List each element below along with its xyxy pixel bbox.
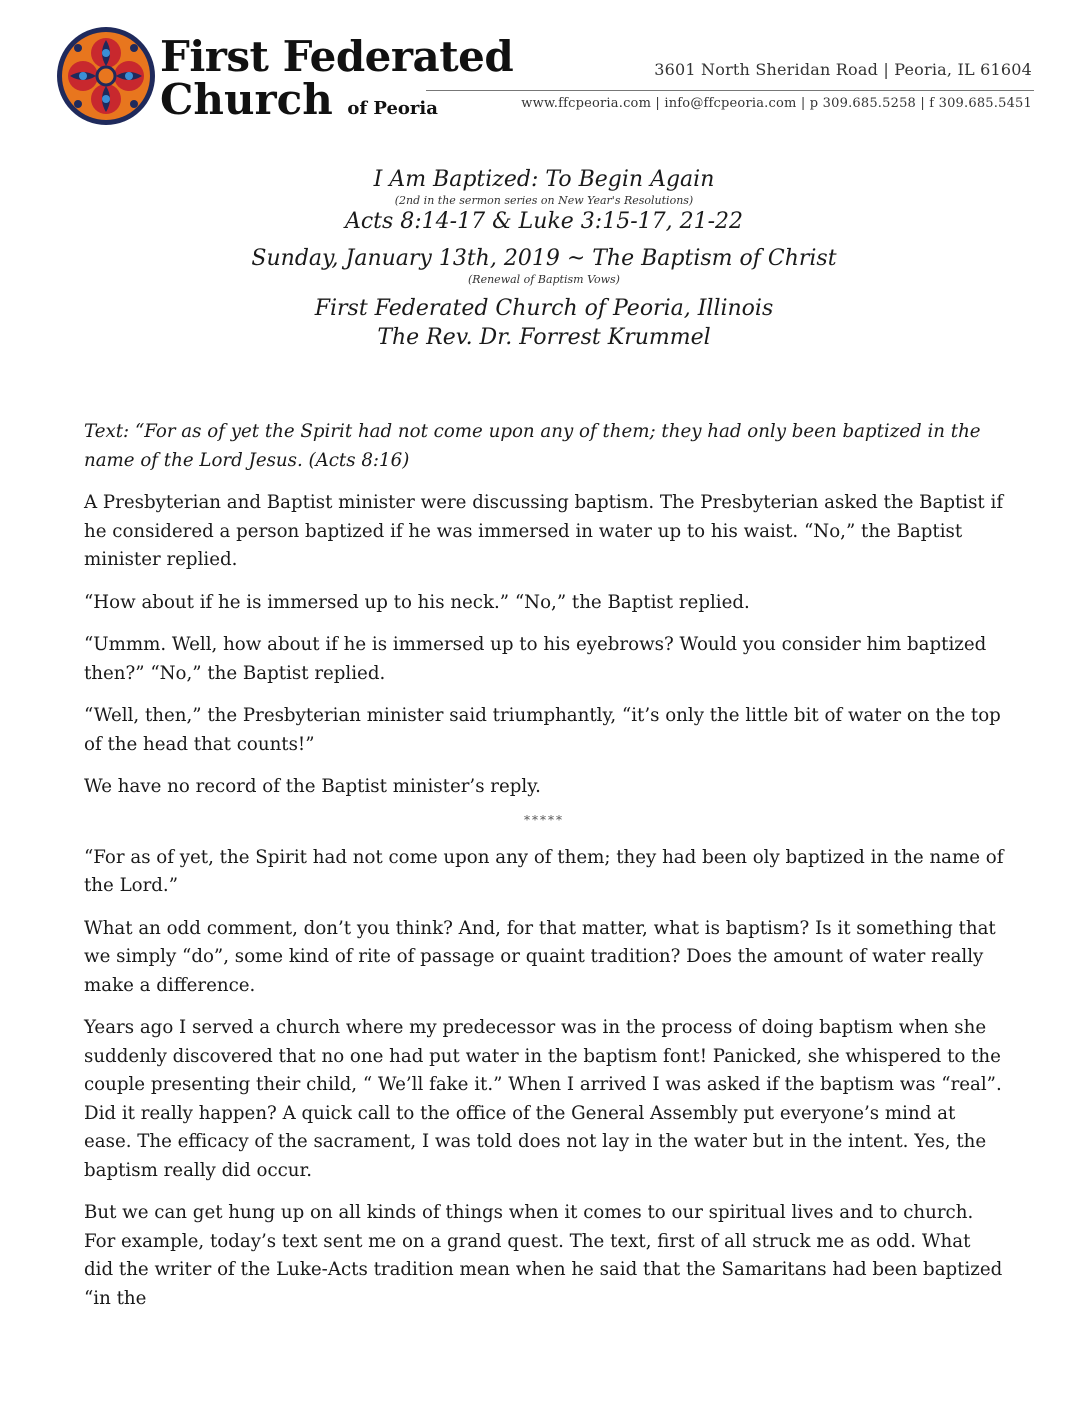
letterhead-rule <box>426 90 1034 91</box>
church-name <box>160 32 514 129</box>
text-intro: Text: “For as of yet the Spirit had not come upon any of them; they had only been baptized in the name of the Lord Jesus. (Acts 8:16) <box>84 421 981 471</box>
church-address: 3601 North Sheridan Road | Peoria, IL 61604 <box>654 60 1032 79</box>
paragraph: A Presbyterian and Baptist minister were discussing baptism. The Presbyterian asked the Baptist if he considered a person baptized if he was immersed in water up to his waist. “No,” the Baptist minister replied. <box>84 492 1004 570</box>
church-name-line2 <box>160 75 513 129</box>
church-name-line1: First Federated <box>160 32 514 81</box>
church-logo <box>56 26 156 126</box>
paragraph: “How about if he is immersed up to his neck.” “No,” the Baptist replied. <box>84 591 750 613</box>
renewal-note: (Renewal of Baptism Vows) <box>468 273 620 286</box>
sermon-date: Sunday, January 13th, 2019 ~ The Baptism of Christ <box>251 246 837 271</box>
section-separator: ***** <box>524 812 564 827</box>
paragraph: “Ummm. Well, how about if he is immersed up to his eyebrows? Would you consider him baptized then?” “No,” the Baptist replied. <box>84 634 987 684</box>
church-name-word: Church <box>160 75 333 124</box>
preacher-name: The Rev. Dr. Forrest Krummel <box>377 325 711 350</box>
church-location: First Federated Church of Peoria, Illinois <box>314 296 774 321</box>
paragraph: “For as of yet, the Spirit had not come upon any of them; they had been oly baptized in the name of the Lord.” <box>84 846 1004 896</box>
sermon-title: I Am Baptized: To Begin Again <box>373 167 715 192</box>
scripture-reference: Acts 8:14-17 & Luke 3:15-17, 21-22 <box>344 209 744 234</box>
church-contact: www.ffcpeoria.com | info@ffcpeoria.com | p 309.685.5258 | f 309.685.5451 <box>521 96 1032 111</box>
church-name-location: of Peoria <box>347 98 438 119</box>
paragraph: Years ago I served a church where my predecessor was in the process of doing baptism when she suddenly discovered that no one had put water in the baptism font! Panicked, she whispered to the couple presenting their child, “ We’ll fake it.” When I arrived I was asked if the baptism was “real”. Did it really happen? A quick call to the office of the General Assembly put everyone’s mind at ease. The efficacy of the sacrament, I was told does not lay in the water but in the intent. Yes, the baptism really did occur. <box>84 1017 1002 1181</box>
letterhead <box>56 26 1036 122</box>
sermon-body <box>84 418 1004 1327</box>
paragraph: We have no record of the Baptist minister’s reply. <box>84 776 541 797</box>
paragraph: What an odd comment, don’t you think? And, for that matter, what is baptism? Is it something that we simply “do”, some kind of rite of passage or quaint tradition? Does the amount of water really make a difference. <box>84 917 996 996</box>
sermon-header <box>0 165 1088 352</box>
series-note: (2nd in the sermon series on New Year's Resolutions) <box>394 194 694 207</box>
paragraph: But we can get hung up on all kinds of things when it comes to our spiritual lives and to church. For example, today’s text sent me on a grand quest. The text, first of all struck me as odd. What did the writer of the Luke-Acts tradition mean when he said that the Samaritans had been baptized “in the <box>84 1202 1003 1309</box>
paragraph: “Well, then,” the Presbyterian minister said triumphantly, “it’s only the little bit of water on the top of the head that counts!” <box>84 705 1001 755</box>
